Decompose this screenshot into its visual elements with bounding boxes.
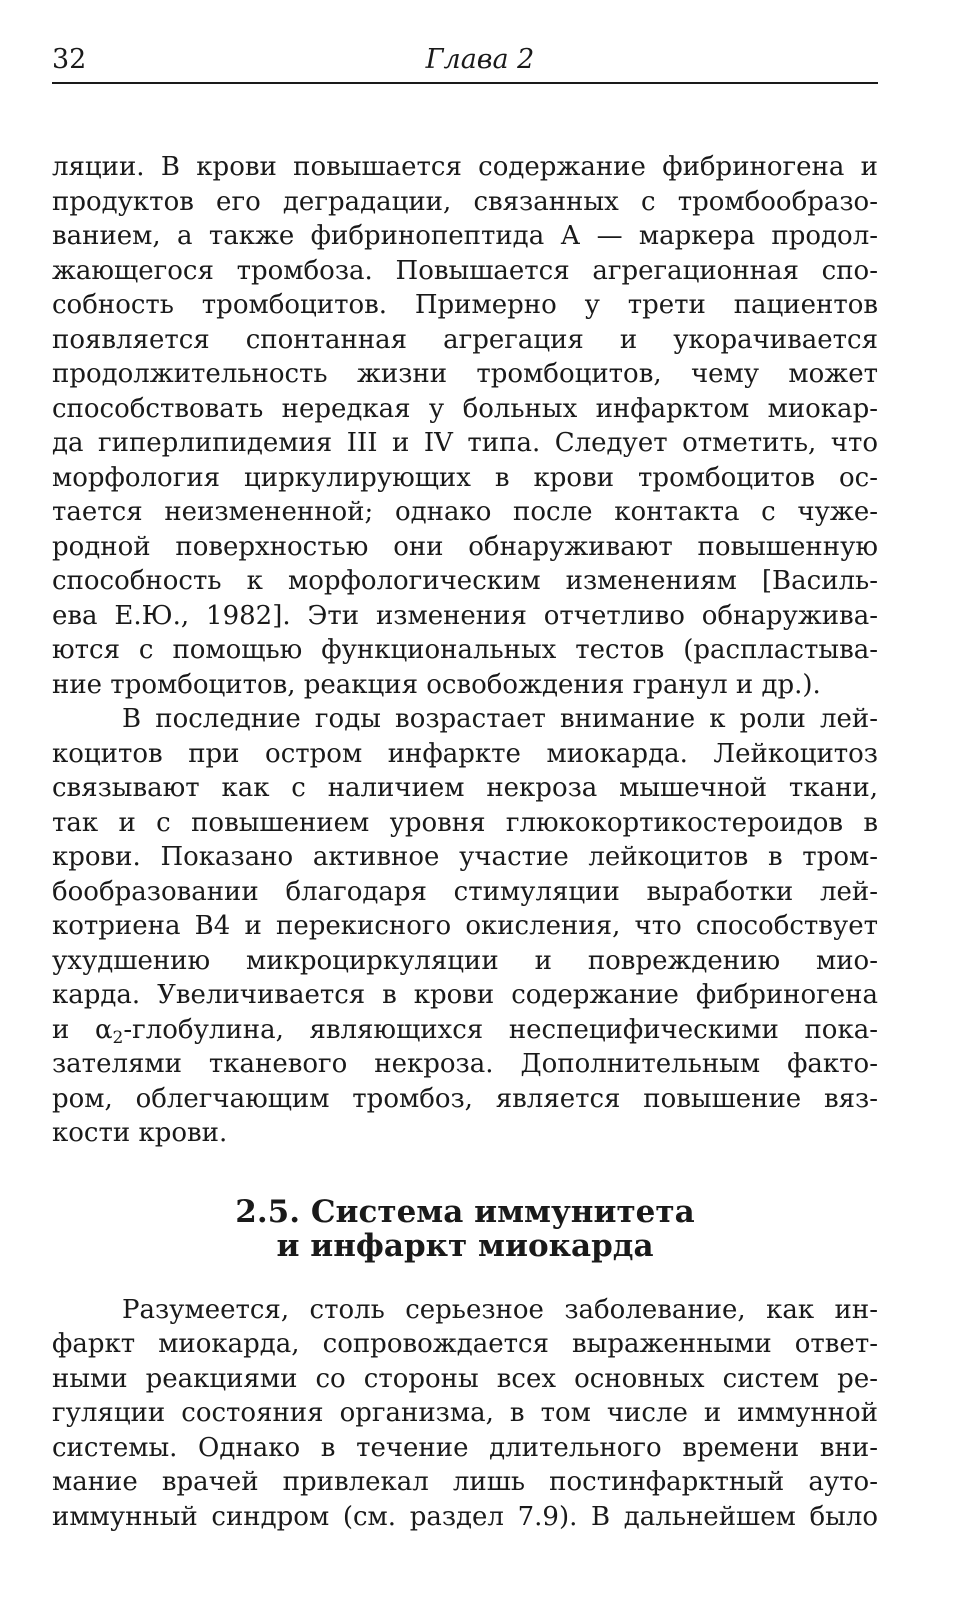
page-number: 32 bbox=[52, 44, 87, 75]
paragraph-leukocytes bbox=[52, 702, 878, 1151]
body-text bbox=[52, 150, 878, 1534]
text-line: мание врачей привлекал лишь постинфарктный ауто- bbox=[52, 1467, 878, 1497]
text-line: да гиперлипидемия III и IV типа. Следует отметить, что bbox=[52, 428, 878, 458]
text-line: ванием, а также фибринопептида А — маркера продол- bbox=[52, 221, 878, 251]
running-header bbox=[52, 38, 878, 84]
section-heading-line: и инфаркт миокарда bbox=[276, 1227, 654, 1264]
text-line: ными реакциями со стороны всех основных систем ре- bbox=[52, 1363, 878, 1394]
text-line: коцитов при остром инфаркте миокарда. Лейкоцитоз bbox=[52, 738, 878, 769]
text-line: Разумеется, столь серьезное заболевание, как ин- bbox=[122, 1294, 878, 1325]
text-line: продолжительность жизни тромбоцитов, чему может bbox=[52, 359, 878, 389]
text-line: продуктов его деградации, связанных с тромбообразо- bbox=[52, 186, 878, 217]
chapter-title: Глава 2 bbox=[425, 44, 535, 75]
text-line: бообразовании благодаря стимуляции выработки лей- bbox=[52, 876, 878, 907]
text-line: системы. Однако в течение длительного времени вни- bbox=[52, 1432, 878, 1463]
text-line: кости крови. bbox=[52, 1118, 228, 1148]
text-line: карда. Увеличивается в крови содержание фибриногена bbox=[52, 980, 878, 1010]
text-line: ются с помощью функциональных тестов (распластыва- bbox=[52, 635, 878, 665]
text-line: собность тромбоцитов. Примерно у трети пациентов bbox=[52, 290, 878, 320]
paragraph-thrombocytes bbox=[52, 150, 878, 702]
text-line: способность к морфологическим изменениям [Василь- bbox=[52, 566, 878, 596]
section-heading bbox=[52, 1195, 878, 1263]
text-line: жающегося тромбоза. Повышается агрегационная спо- bbox=[52, 255, 878, 286]
alpha-prefix: и α bbox=[52, 1014, 113, 1045]
text-line: ухудшению микроциркуляции и повреждению мио- bbox=[52, 945, 878, 976]
text-line: морфология циркулирующих в крови тромбоцитов ос- bbox=[52, 462, 878, 493]
text-line: ние тромбоцитов, реакция освобождения гранул и др.). bbox=[52, 669, 821, 700]
book-page bbox=[52, 38, 878, 1534]
text-line: связывают как с наличием некроза мышечной ткани, bbox=[52, 773, 878, 803]
paragraph-immune-system bbox=[52, 1293, 878, 1535]
text-line: ева Е.Ю., 1982]. Эти изменения отчетливо обнаружива- bbox=[52, 600, 878, 631]
text-line: ром, облегчающим тромбоз, является повышение вяз- bbox=[52, 1083, 878, 1114]
alpha-suffix: -глобулина, являющихся неспецифическими пока- bbox=[123, 1014, 878, 1045]
text-line: так и с повышением уровня глюкокортикостероидов в bbox=[52, 807, 878, 838]
text-line: родной поверхностью они обнаруживают повышенную bbox=[52, 531, 878, 562]
text-line: фаркт миокарда, сопровождается выраженными ответ- bbox=[52, 1329, 878, 1359]
text-line: тается неизмененной; однако после контакта с чуже- bbox=[52, 497, 878, 527]
text-line: В последние годы возрастает внимание к роли лей- bbox=[122, 704, 878, 734]
text-line: иммунный синдром (см. раздел 7.9). В дальнейшем было bbox=[52, 1501, 878, 1532]
text-line: способствовать нередкая у больных инфарктом миокар- bbox=[52, 393, 878, 424]
text-line: котриена В4 и перекисного окисления, что способствует bbox=[52, 911, 878, 941]
alpha-subscript: 2 bbox=[112, 1027, 124, 1047]
text-line: крови. Показано активное участие лейкоцитов в тром- bbox=[52, 842, 878, 872]
text-line-alpha2 bbox=[52, 1013, 878, 1048]
text-line: гуляции состояния организма, в том числе и иммунной bbox=[52, 1398, 878, 1428]
text-line: ляции. В крови повышается содержание фибриногена и bbox=[52, 152, 878, 182]
section-heading-line: 2.5. Система иммунитета bbox=[235, 1193, 695, 1230]
text-line: появляется спонтанная агрегация и укорачивается bbox=[52, 324, 878, 355]
text-line: зателями тканевого некроза. Дополнительным факто- bbox=[52, 1049, 878, 1079]
